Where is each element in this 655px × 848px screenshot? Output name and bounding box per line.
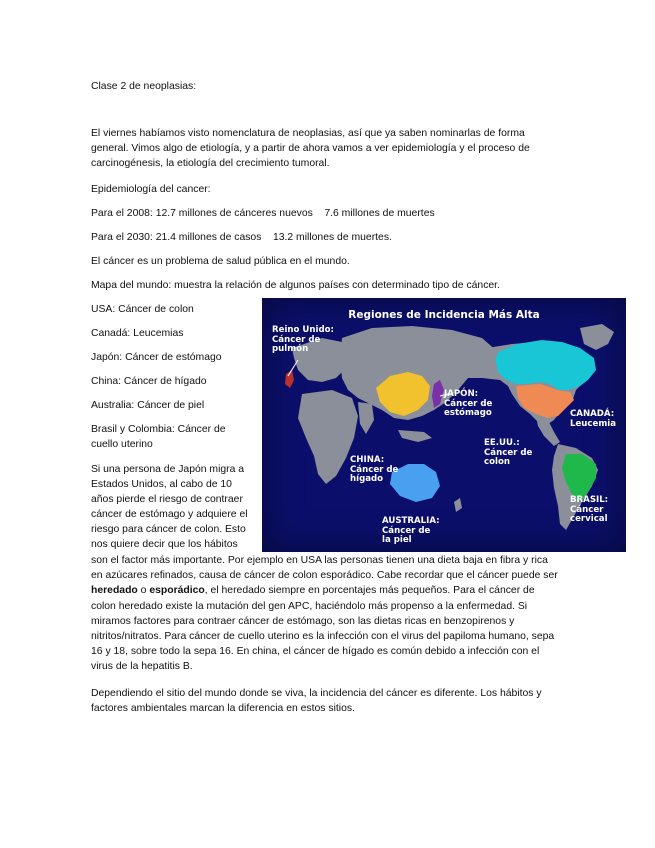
wrap-line: cáncer de estómago y adquiere el	[91, 509, 248, 520]
bold-heredado: heredado	[91, 585, 138, 597]
new-zealand-shape	[454, 498, 462, 512]
wrap-line: años pierde el riesgo de contraer	[91, 494, 243, 505]
list-item: Japón: Cáncer de estómago	[91, 352, 222, 363]
australia-label-line: Cáncer de	[382, 525, 431, 536]
china-label-line: Cáncer de	[350, 464, 399, 475]
uk-label	[272, 326, 334, 355]
wrap-line: nos quiere decir que los hábitos	[91, 539, 238, 550]
china-label-line: hígado	[350, 474, 384, 484]
usa-label	[484, 439, 532, 468]
wrap-line: riesgo para cáncer de colon. Esto	[91, 524, 246, 535]
australia-label	[382, 517, 440, 546]
japan-label	[444, 390, 492, 419]
usa-label-line: Cáncer de	[484, 447, 533, 458]
central-america-shape	[536, 416, 560, 446]
canada-label	[570, 410, 616, 429]
south-asia-shape	[358, 402, 374, 434]
uk-label-line: pulmón	[272, 344, 309, 354]
australia-label-line: la piel	[382, 535, 412, 545]
list-item: Canadá: Leucemias	[91, 328, 184, 339]
doc-title: Clase 2 de neoplasias:	[91, 81, 197, 92]
stat-2030: Para el 2030: 21.4 millones de casos 13.2 millones de muertes.	[91, 232, 392, 243]
greenland-shape	[580, 324, 614, 350]
list-item: Brasil y Colombia: Cáncer de	[91, 424, 226, 435]
brazil-label-line: Cáncer	[570, 504, 604, 515]
world-cancer-map	[262, 298, 626, 552]
brazil-label-line: BRASIL:	[570, 495, 609, 505]
usa-label-line: colon	[484, 457, 510, 467]
wrap-line: Si una persona de Japón migra a	[91, 464, 245, 475]
paragraph-text: o	[137, 585, 150, 597]
map-intro-line: Mapa del mundo: muestra la relación de algunos países con determinado tipo de cáncer.	[91, 280, 500, 291]
canada-label-line: Leucemia	[570, 418, 617, 429]
paragraph-text: , el heredado siempre en porcentajes más pequeños. Para el cáncer de colon heredado existe la mutación del gen APC, haciéndolo más propenso a la enfermedad. Si miramos factores para contraer cáncer de estómago, son las dietas ricas en benzopirenos y nitritos/nitratos. Para cáncer de cuello uterino es la infección con el virus del papiloma humano, sepa 16 y 18, sobre todo la sepa 16. En china, el cáncer de hígado es común debido a infección con el virus de la hepatitis B.	[91, 585, 555, 673]
list-item: cuello uterino	[91, 439, 153, 450]
africa-shape	[298, 390, 358, 484]
japan-label-line: JAPÓN:	[444, 389, 479, 399]
wrap-line: Estados Unidos, al cabo de 10	[91, 479, 232, 490]
brazil-label	[570, 496, 608, 525]
china-label-line: CHINA:	[350, 455, 385, 465]
closing-paragraph: Dependiendo el sitio del mundo donde se viva, la incidencia del cáncer es diferente. Los hábitos y factores ambientales marcan la diferencia en estos sitios.	[91, 688, 542, 715]
uk-label-line: Reino Unido:	[272, 325, 334, 335]
list-item: USA: Cáncer de colon	[91, 304, 194, 315]
japan-label-line: estómago	[444, 408, 492, 418]
japan-label-line: Cáncer de	[444, 398, 493, 409]
brazil-label-line: cervical	[570, 514, 608, 524]
uk-label-line: Cáncer de	[272, 334, 321, 345]
habits-paragraph	[91, 553, 561, 675]
paragraph-text: son el factor más importante. Por ejemplo en USA las personas tienen una dieta baja en fibra y rica en azúcares refinados, causa de cáncer de colon esporádico. Cabe recordar que el cáncer puede ser	[91, 555, 558, 582]
uk-pointer	[288, 360, 298, 376]
map-title: Regiones de Incidencia Más Alta	[348, 309, 540, 321]
stat-2008: Para el 2008: 12.7 millones de cánceres nuevos 7.6 millones de muertes	[91, 208, 435, 219]
australia-label-line: AUSTRALIA:	[382, 516, 440, 526]
bold-esporadico: esporádico	[149, 585, 205, 597]
canada-label-line: CANADÁ:	[570, 409, 615, 419]
intro-paragraph: El viernes habíamos visto nomenclatura de neoplasias, así que ya saben nominarlas de forma general. Vimos algo de etiología, y a partir de ahora vamos a ver epidemiología y el proceso de carcinogénesis, la etiología del crecimiento tumoral.	[91, 128, 530, 170]
indonesia-shape	[398, 430, 432, 442]
usa-label-line: EE.UU.:	[484, 438, 520, 448]
list-item: China: Cáncer de hígado	[91, 376, 207, 387]
list-item: Australia: Cáncer de piel	[91, 400, 205, 411]
public-health-line: El cáncer es un problema de salud pública en el mundo.	[91, 256, 350, 267]
epidemiology-heading: Epidemiología del cancer:	[91, 184, 211, 195]
china-label	[350, 456, 398, 485]
